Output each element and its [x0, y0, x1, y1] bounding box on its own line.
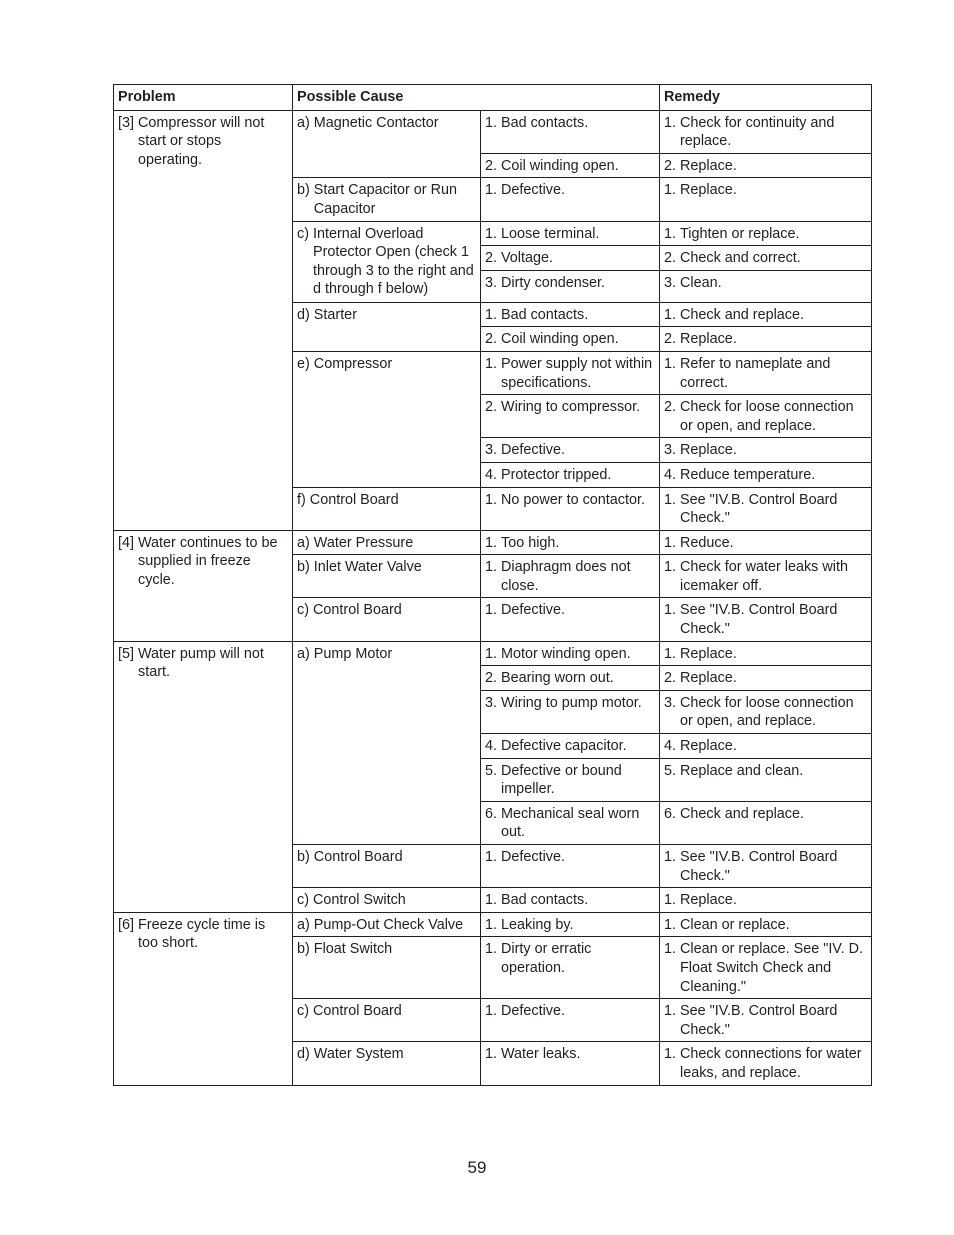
cause-cell: c) Control Board [293, 999, 481, 1042]
remedy-cell: 3. Check for loose connection or open, and replace. [660, 690, 872, 733]
cause-detail-cell: 1. Dirty or erratic operation. [481, 937, 660, 999]
table-row [114, 530, 872, 555]
cause-detail-cell: 4. Defective capacitor. [481, 734, 660, 759]
header-row [114, 85, 872, 111]
cause-cell: a) Water Pressure [293, 530, 481, 555]
header-problem: Problem [114, 85, 293, 111]
remedy-cell: 1. Check for continuity and replace. [660, 110, 872, 153]
cause-detail-cell: 5. Defective or bound impeller. [481, 758, 660, 801]
cause-detail-cell: 2. Voltage. [481, 246, 660, 271]
header-remedy: Remedy [660, 85, 872, 111]
cause-cell: c) Control Switch [293, 888, 481, 913]
remedy-cell: 1. Reduce. [660, 530, 872, 555]
cause-detail-cell: 1. Motor winding open. [481, 641, 660, 666]
remedy-cell: 1. Tighten or replace. [660, 221, 872, 246]
cause-cell: b) Float Switch [293, 937, 481, 999]
remedy-cell: 2. Replace. [660, 327, 872, 352]
remedy-cell: 1. Replace. [660, 641, 872, 666]
cause-detail-cell: 1. Defective. [481, 845, 660, 888]
remedy-cell: 3. Clean. [660, 270, 872, 302]
remedy-cell: 5. Replace and clean. [660, 758, 872, 801]
remedy-cell: 1. Check and replace. [660, 302, 872, 327]
cause-detail-cell: 3. Defective. [481, 438, 660, 463]
cause-cell: d) Water System [293, 1042, 481, 1085]
remedy-cell: 1. Check for water leaks with icemaker off. [660, 555, 872, 598]
cause-cell: a) Pump-Out Check Valve [293, 912, 481, 937]
table-row [114, 641, 872, 666]
cause-cell: e) Compressor [293, 351, 481, 487]
cause-detail-cell: 6. Mechanical seal worn out. [481, 801, 660, 844]
remedy-cell: 1. See "IV.B. Control Board Check." [660, 487, 872, 530]
remedy-cell: 1. See "IV.B. Control Board Check." [660, 999, 872, 1042]
remedy-cell: 2. Replace. [660, 666, 872, 691]
remedy-cell: 1. See "IV.B. Control Board Check." [660, 845, 872, 888]
problem-cell: [5] Water pump will not start. [114, 641, 293, 912]
remedy-cell: 4. Reduce temperature. [660, 462, 872, 487]
cause-detail-cell: 2. Coil winding open. [481, 153, 660, 178]
cause-detail-cell: 3. Wiring to pump motor. [481, 690, 660, 733]
cause-detail-cell: 1. Bad contacts. [481, 888, 660, 913]
problem-cell: [4] Water continues to be supplied in freeze cycle. [114, 530, 293, 641]
remedy-cell: 4. Replace. [660, 734, 872, 759]
cause-detail-cell: 1. Power supply not within specifications. [481, 351, 660, 394]
page-number: 59 [467, 1158, 487, 1177]
cause-detail-cell: 1. Defective. [481, 999, 660, 1042]
cause-detail-cell: 1. Water leaks. [481, 1042, 660, 1085]
header-possible-cause: Possible Cause [293, 85, 660, 111]
cause-detail-cell: 2. Coil winding open. [481, 327, 660, 352]
cause-detail-cell: 1. Too high. [481, 530, 660, 555]
cause-detail-cell: 4. Protector tripped. [481, 462, 660, 487]
cause-detail-cell: 1. Diaphragm does not close. [481, 555, 660, 598]
remedy-cell: 2. Check and correct. [660, 246, 872, 271]
cause-detail-cell: 1. No power to contactor. [481, 487, 660, 530]
cause-cell: c) Control Board [293, 598, 481, 641]
remedy-cell: 2. Replace. [660, 153, 872, 178]
cause-cell: d) Starter [293, 302, 481, 351]
cause-detail-cell: 1. Bad contacts. [481, 302, 660, 327]
cause-cell: a) Pump Motor [293, 641, 481, 844]
remedy-cell: 1. Clean or replace. See "IV. D. Float Switch Check and Cleaning." [660, 937, 872, 999]
cause-detail-cell: 1. Leaking by. [481, 912, 660, 937]
remedy-cell: 1. Clean or replace. [660, 912, 872, 937]
problem-cell: [3] Compressor will not start or stops operating. [114, 110, 293, 530]
remedy-cell: 2. Check for loose connection or open, and replace. [660, 395, 872, 438]
cause-cell: b) Inlet Water Valve [293, 555, 481, 598]
cause-detail-cell: 1. Defective. [481, 598, 660, 641]
remedy-cell: 1. Check connections for water leaks, and replace. [660, 1042, 872, 1085]
remedy-cell: 6. Check and replace. [660, 801, 872, 844]
troubleshooting-table [113, 84, 872, 1086]
remedy-cell: 1. See "IV.B. Control Board Check." [660, 598, 872, 641]
cause-detail-cell: 2. Wiring to compressor. [481, 395, 660, 438]
remedy-cell: 1. Replace. [660, 888, 872, 913]
cause-cell: f) Control Board [293, 487, 481, 530]
table-row [114, 912, 872, 937]
table-row [114, 110, 872, 153]
problem-cell: [6] Freeze cycle time is too short. [114, 912, 293, 1085]
remedy-cell: 1. Refer to nameplate and correct. [660, 351, 872, 394]
cause-detail-cell: 2. Bearing worn out. [481, 666, 660, 691]
remedy-cell: 3. Replace. [660, 438, 872, 463]
cause-cell: b) Control Board [293, 845, 481, 888]
cause-cell: a) Magnetic Contactor [293, 110, 481, 178]
cause-cell: b) Start Capacitor or Run Capacitor [293, 178, 481, 221]
cause-detail-cell: 1. Loose terminal. [481, 221, 660, 246]
cause-detail-cell: 3. Dirty condenser. [481, 270, 660, 302]
remedy-cell: 1. Replace. [660, 178, 872, 221]
cause-cell: c) Internal Overload Protector Open (check 1 through 3 to the right and d through f below) [293, 221, 481, 302]
cause-detail-cell: 1. Bad contacts. [481, 110, 660, 153]
cause-detail-cell: 1. Defective. [481, 178, 660, 221]
